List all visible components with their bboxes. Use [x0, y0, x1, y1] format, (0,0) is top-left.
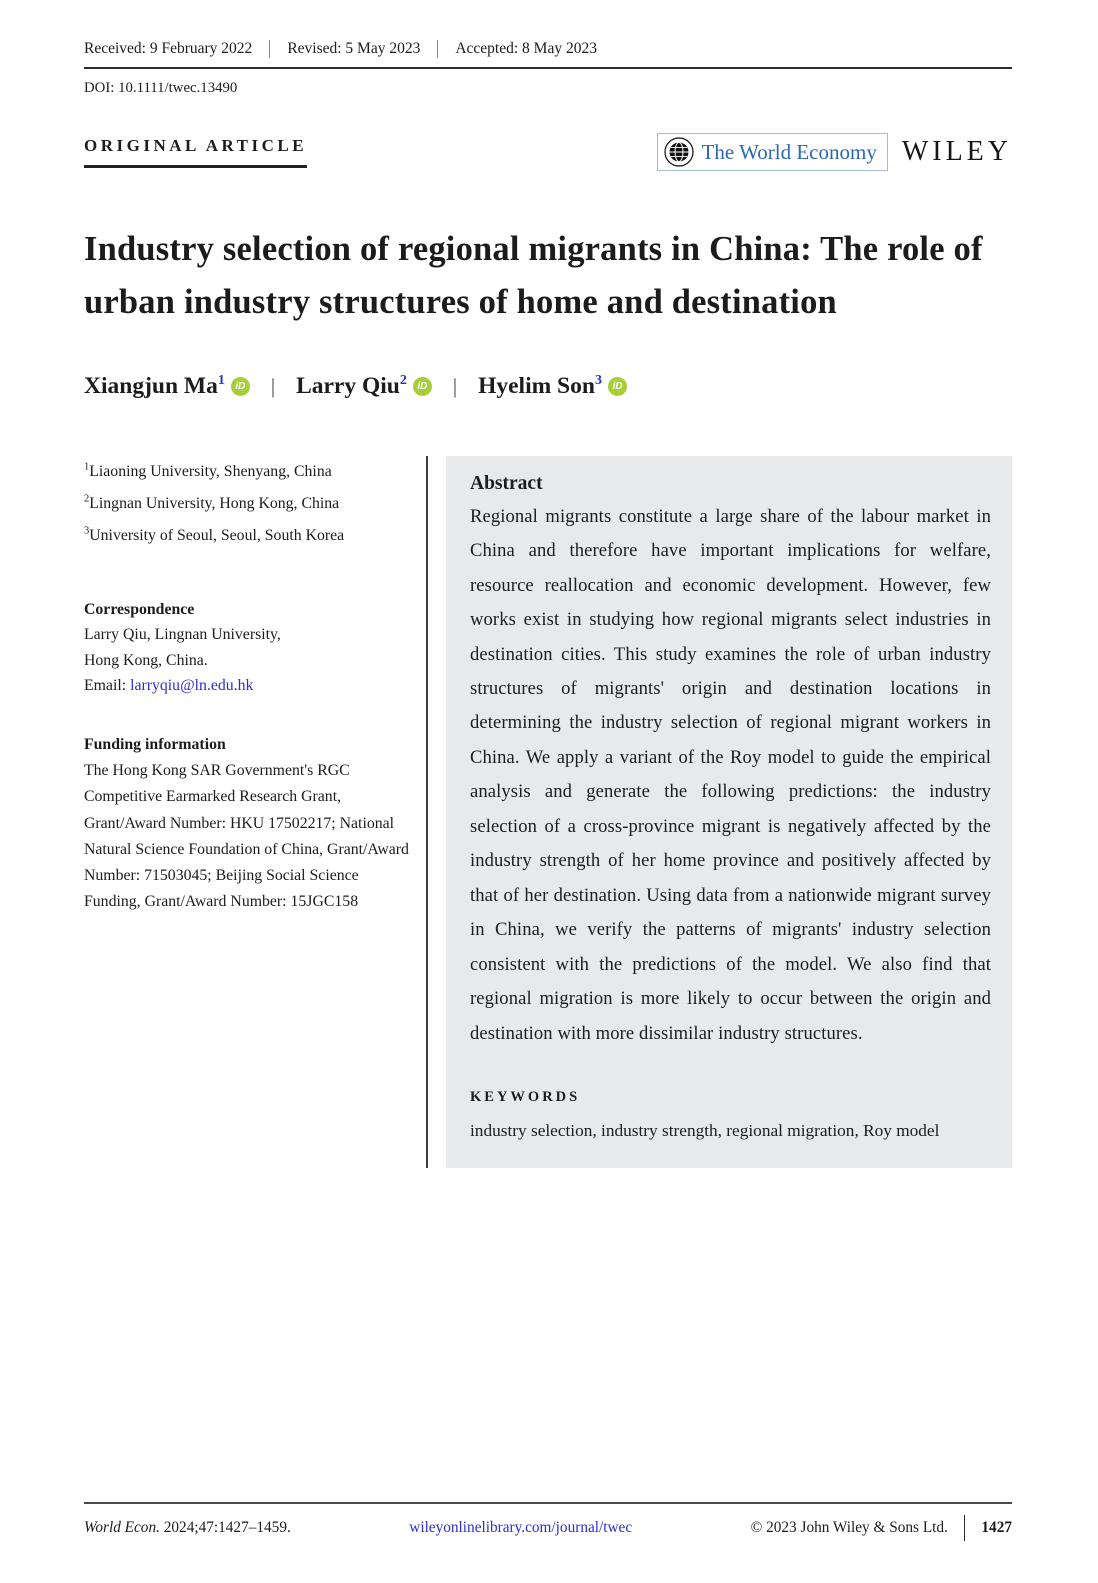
footer-divider [964, 1515, 966, 1541]
abstract-box [446, 456, 1012, 1169]
affiliation-1: $^1$Liaoning University, Shenyang, China [84, 461, 332, 480]
header-rule [84, 67, 1012, 69]
accepted-date: Accepted: 8 May 2023 [455, 40, 597, 57]
footer-rule [84, 1502, 1012, 1504]
wiley-wordmark: WILEY [901, 136, 1012, 167]
author-2[interactable]: Larry Qiu$^2$ [296, 372, 407, 399]
author-1-affiliation-sup: 1 [217, 372, 225, 388]
keywords-text: industry selection, industry strength, regional migration, Roy model [470, 1121, 940, 1141]
keywords-heading: KEYWORDS [470, 1089, 581, 1106]
email-link[interactable]: larryqiu@ln.edu.hk [130, 677, 254, 695]
correspondence-block [84, 597, 410, 699]
globe-icon [664, 137, 694, 167]
orcid-icon[interactable]: iD [608, 377, 627, 396]
received-date: Received: 9 February 2022 [84, 40, 253, 57]
funding-block [84, 732, 410, 916]
correspondence-heading: Correspondence [84, 600, 195, 618]
column-divider-rule [426, 456, 428, 1169]
page-number: 1427 [981, 1519, 1012, 1536]
journal-name[interactable]: The World Economy [701, 139, 877, 164]
orcid-icon[interactable]: iD [231, 377, 250, 396]
journal-url-link[interactable]: wileyonlinelibrary.com/journal/twec [409, 1519, 633, 1536]
journal-citation: World Econ. 2024;47:1427–1459. [84, 1519, 291, 1536]
copyright-notice: © 2023 John Wiley & Sons Ltd. [750, 1519, 948, 1536]
left-column [84, 456, 410, 1169]
affiliation-2: $^2$Lingnan University, Hong Kong, China [84, 493, 340, 512]
doi: DOI: 10.1111/twec.13490 [84, 80, 238, 96]
article-type-label: ORIGINAL ARTICLE [84, 136, 307, 168]
revised-date: Revised: 5 May 2023 [287, 40, 421, 57]
author-1[interactable]: Xiangjun Ma$^1$ [84, 372, 225, 399]
correspondence-line-2: Hong Kong, China. [84, 651, 208, 669]
abstract-text: Regional migrants constitute a large share of the labour market in China and therefore have important implications for welfare, resource reallocation and economic development. However, few works exist in studying how regional migrants select industries in destination cities. This study examines the role of urban industry structures of migrants' origin and destination locations in determining the industry selection of regional migrant workers in China. We apply a variant of the Roy model to guide the empirical analysis and generate the following predictions: the industry selection of a cross-province migrant is negatively affected by the industry strength of her home province and positively affected by that of her destination. Using data from a nationwide migrant survey in China, we verify the patterns of migrants' industry selection consistent with the predictions of the model. We also find that regional migration is more likely to occur between the origin and destination with more dissimilar industry structures. [470, 505, 991, 1044]
affiliation-3: $^3$University of Seoul, Seoul, South Korea [84, 526, 345, 545]
divider [437, 40, 438, 58]
two-column-area [84, 456, 1012, 1169]
authors-row [84, 373, 1012, 400]
funding-heading: Funding information [84, 736, 226, 753]
journal-logo[interactable] [657, 133, 888, 171]
author-separator: | [452, 373, 458, 398]
funding-text: The Hong Kong SAR Government's RGC Competitive Earmarked Research Grant, Grant/Award Number: HKU 17502217; National Natural Science Foundation of China, Grant/Award Number: 71503045; Beijing Social Science Funding, Grant/Award Number: 15JGC158 [84, 762, 409, 911]
abstract-heading: Abstract [470, 472, 543, 494]
article-title: Industry selection of regional migrants in China: The role of urban industry structures of home and destination [84, 230, 983, 321]
dates-row [84, 40, 1012, 67]
author-separator: | [270, 373, 276, 398]
brand-row [84, 133, 1012, 171]
correspondence-email-line: Email: larryqiu@ln.edu.hk [84, 677, 254, 695]
author-3[interactable]: Hyelim Son$^3$ [478, 372, 602, 399]
page-footer [84, 1502, 1012, 1541]
author-2-affiliation-sup: 2 [399, 372, 407, 388]
author-3-affiliation-sup: 3 [594, 372, 602, 388]
divider [269, 40, 270, 58]
correspondence-line-1: Larry Qiu, Lingnan University, [84, 626, 281, 644]
orcid-icon[interactable]: iD [413, 377, 432, 396]
